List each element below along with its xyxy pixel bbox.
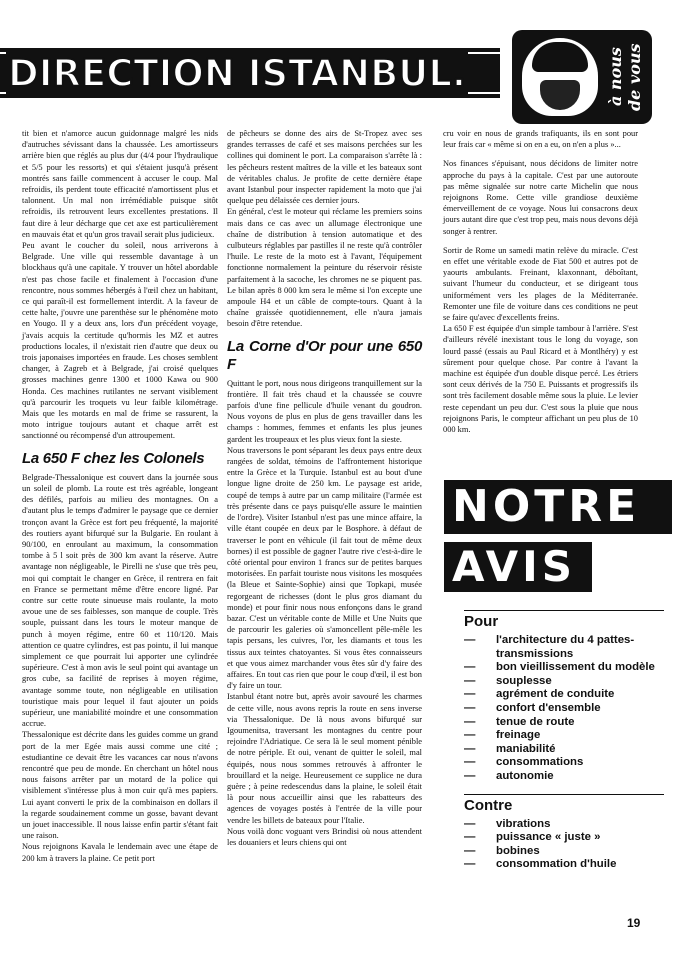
headline: DIRECTION ISTANBUL. xyxy=(8,52,466,95)
paragraph: de pêcheurs se donne des airs de St-Tropez avec ses grandes terrasses de café et ses maisons perchées sur les collines qui dominent le port. La comparaison s'arrête là : les pêcheurs restent maîtres de la ville et les bateaux sont de véritables chalus. Je profite de cette dernière étape avant Istanbul pour inspecter rapidement la moto que j'ai quelque peu délaissée ces dernier jours. xyxy=(227,129,422,206)
paragraph: tit bien et n'amorce aucun guidonnage malgré les nids d'autruches sévissant dans la chaussée. Les amortisseurs arrière bien que réglés au plus dur (4/4 pour l'hydraulique et 5/5 pour les ressorts) et qui s'étaient jusqu'à présent montrés sans faille commencent à accuser le coup. Mal refroidis, ils perdent toute efficacité n'amortissent plus et talonnent. Un mal non irrémédiable puisque sitôt refroidis, ils retrouvent leurs excellentes prestations. Il faut dire à leur décharge que cet axe est particulièrement en mauvais état et qu'un gros travail serait plus judicieux. xyxy=(22,129,218,239)
list-item: — bon vieillissement du modèle xyxy=(464,661,664,675)
list-item: — vibrations xyxy=(464,818,664,832)
paragraph: Sortir de Rome un samedi matin relève du miracle. C'est en effet une véritable exode de Fiat 500 et autres pot de yaourts ambulants. Freinant, klaxonnant, déboîtant, suivant l'humeur du conducteur, et se dirigeant tous uniformément vers les plages de la Méditerranée. Remonter une file de voiture dans ces conditions ne peut se faire qu'avec d'excellents freins. xyxy=(443,245,638,323)
logo-text: à nous de vous xyxy=(606,43,644,111)
paragraph: Istanbul étant notre but, après avoir savouré les charmes de cette ville, nous avons repris la route en sens inverse via Thessalonique. De là nous avons bifurqué sur Igoumenitsa, traversant les montagnes du centre pour rejoindre l'Adriatique. Ce sera là le seul moment pénible de notre périple. Et oui, venant de quitter le soleil, mal équipés, nous nous sommes retrouvés à affronter le brouillard et la neige. Heureusement ce supplice ne dura guère ; à peine redescendus dans la plaine, le soleil était là pour nous accueillir ainsi que les rabatteurs des agences de voyages postés à l'entrée de la ville pour vendre les billets de bateaux pour l'Italie. xyxy=(227,692,422,825)
paragraph: Peu avant le coucher du soleil, nous arriverons à Belgrade. Une ville qui ressemble davantage à un blockhaus qu'à une capitale. Y trouver un hôtel abordable n'est pas chose facile et finalement à l'occasion d'une rencontre, nous sommes hébergés à l'œil chez un habitant, ce qui paraît-il est formellement interdit. A la faveur de cette halte, j'ouvre une parenthèse sur le phénomène moto en Yougo. Il y a deux ans, lors d'un précédent voyage, j'avais acquis la certitude qu'hormis les MZ et autres productions locales, il n'existait rien d'autre que deux ou trois japonaises importées en fraude. Les choses semblent changer, à Zagreb et à Belgrade, j'ai croisé quelques grosses machines genre 1300 et 1000 Kawa ou 900 Honda. Ces machines rutilantes ne servant visiblement qu'à parcourir les troquets vu leur faible kilométrage. Mais que les motards en mal de frime se rassurent, la moto intrigue toujours autant et chaque arrêt est sanctionné ou récompensé d'un attroupement. xyxy=(22,241,218,441)
list-item: — souplesse xyxy=(464,675,664,689)
paragraph: Thessalonique est décrite dans les guides comme un grand port de la mer Egée mais aussi comme une cité ; estudiantine ce devait être les vacances car nous n'avons rencontré que peu de monde. En cherchant un hôtel nous nous faisons arrêter par un motard de la police qui visiblement s'intéresse plus à mon cuir qu'à mes papiers. Lui ayant converti le prix de la combinaison en dollars il la regarde soudainement comme un gosse, bavant devant un jouet inaccessible. Il nous laisse enfin partir s'étant fait une raison. xyxy=(22,730,218,841)
list-item: — confort d'ensemble xyxy=(464,702,664,716)
column-logo xyxy=(512,30,652,124)
list-item: — freinage xyxy=(464,729,664,743)
paragraph: Nous traversons le pont séparant les deux pays entre deux rangées de soldat, témoins de l'affrontement historique entre la Grèce et la Turquie. Istanbul est au bout d'une longue ligne droite de 250 km. Le paysage est aride, coupé de temps à autre par un camp militaire (l'armée est très présente dans ce pays puisqu'elle assure le maintien de l'ordre). Visiter Istanbul n'est pas une mince affaire, la ville étant coupée en deux par le Bosphore. à défaut de traverser le pont en véhicule (il fait tout de même deux bornes) il est possible de gagner l'autre rive c'est-à-dire le côté oriental pour environ 1 francs sur de petites barques motorisées. En parfait touriste nous visitons les mosquées (la Bleue et Sainte-Sophie) ainsi que Topkapi, musée regorgeant de richesses (dont le plus gros diamant du monde) et pour finir nous nous enfonçons dans le grand bazar. C'est un véritable conte de Mille et Une Nuits que de parcourir les galeries où s'amoncellent pêle-mêle les tapis persans, les cuivres, l'or, les diamants et tous les tissus aux teintes chatoyantes. Si vous êtes connaisseurs et que vous aimez marchander vous êtes sûr d'y faire des affaires. En tout cas rien que pour le coup d'œil, il est bon d'y faire un tour. xyxy=(227,445,422,691)
list-item: — maniabilité xyxy=(464,743,664,757)
verdict-title-avis: AVIS xyxy=(444,542,592,592)
list-item: — bobines xyxy=(464,845,664,859)
list-item: — puissance « juste » xyxy=(464,831,664,845)
paragraph: Belgrade-Thessalonique est couvert dans la journée sous un soleil de plomb. La route est très agréable, longeant des défilés, parfois au milieu des montagnes. On a d'autant plus le temps d'admirer le paysage que ce dernier tronçon avant la Grèce est fort peu fréquenté, la majorité des routiers ayant bifurqué sur la Bulgarie. En roulant à 90/100, en enroulant au maximum, la consommation tombe à 5 l soit près de 300 km avant la réserve. Autre avantage non négligeable, le Pirelli ne s'use que très peu, moi qui comptait le changer en Grèce, il rentrera en fait en France se permettant même d'être encore ligné. Par contre sur cette route sinueuse mais roulante, la moto avoue une de ses faiblesses, son manque de couple. Très souple, puissant dans les tours le moteur manque de punch à moyen régime, entre 60 et 110/120. Mais attention ce quatre cylindres, est pas pointu, il lui manque simplement ce que pourrait lui apporter une cylindrée supérieure. C'est à mon avis le seul point qui avantage un gros cube, sa facilité de reprises à moyen régime, avantage somme toute, non négligeable en utilisation touristique mais pour lequel il faut ajouter un poids supérieur, une maniabilité moindre et une consommation accrue. xyxy=(22,472,218,729)
list-item: — tenue de route xyxy=(464,716,664,730)
page-number: 19 xyxy=(627,916,641,930)
pour-list xyxy=(464,634,664,784)
list-item: — consommations xyxy=(464,756,664,770)
verdict-title-notre: NOTRE xyxy=(444,480,672,534)
section-heading: La 650 F chez les Colonels xyxy=(22,449,205,467)
paragraph: En général, c'est le moteur qui réclame les premiers soins mais dans ce cas avec un allumage électronique une chaîne de distribution à tension automatique et des culbuteurs réglables par pastilles il ne reste qu'à contrôler l'huile. Le reste de la moto est à l'avant, l'équipement fonctionne normalement la peinture du réservoir résiste parfaitement à la sacoche, les chromes ne se piquent pas. Le bilan après 8 000 km sera le même si l'on excepte une ampoule H4 et un câble de compte-tours. Quant à la chaîne graissée quotidiennement, elle n'aura jamais besoin d'être retendue. xyxy=(227,207,422,329)
article-column-3 xyxy=(443,128,638,435)
paragraph: Quittant le port, nous nous dirigeons tranquillement sur la frontière. Il fait très chaud et la chaussée se couvre parfois d'une fine pellicule d'huile venant du goudron. Nous voyons de plus en plus de gens travailler dans les champs : hommes, femmes et enfants les plus jeunes gardent les troupeaux et les plus vieux font la sieste. xyxy=(227,378,422,444)
list-item: — consommation d'huile xyxy=(464,858,664,872)
article-column-1 xyxy=(22,128,218,864)
paragraph: Nous rejoignons Kavala le lendemain avec une étape de 200 km à travers la plaine. Ce petit port xyxy=(22,842,218,863)
list-item: — l'architecture du 4 pattes-transmissions xyxy=(464,634,664,661)
contre-list xyxy=(464,818,664,872)
paragraph: Nous voilà donc voguant vers Brindisi où nous attendent les douaniers et leurs chiens qui ont xyxy=(227,826,422,847)
paragraph: La 650 F est équipée d'un simple tambour à l'arrière. S'est d'ailleurs révélé inexistant tous le long du voyage, son lourd passé (essais au Paul Ricard et à Montlhéry) y est sûrement pour quelque chose. Par contre à l'avant la machine est équipée d'un double disque percé. Les étriers sont ceux dérivés de la 750 E. Puissants et progressifs ils sont très facilement dosable même sous la pluie. Le levier reste cependant un peu dur. C'est sous la pluie que nous rejoignons Paris, le compteur affichant un peu plus de 10 000 km. xyxy=(443,324,638,435)
paragraph: Nos finances s'épuisant, nous décidons de limiter notre approche du pays à la capitale. C'est par une autoroute pas même signalée sur notre carte Michelin que nous rejoignons Rome. Cette ville grandiose deuxième émerveillement de ce voyage. Nous lui consacrons deux jours autant dire que c'est trop peu, mais nous devons déjà songer à rentrer. xyxy=(443,159,638,236)
paragraph: cru voir en nous de grands trafiquants, ils en sont pour leur frais car « même si on en a eu, on n'en a plus »... xyxy=(443,129,638,150)
verdict-list xyxy=(464,610,664,872)
article-column-2 xyxy=(227,128,422,848)
portrait-icon xyxy=(522,38,598,116)
section-heading: La Corne d'Or pour une 650 F xyxy=(227,337,422,373)
pour-heading: Pour xyxy=(464,610,664,630)
list-item: — autonomie xyxy=(464,770,664,784)
contre-heading: Contre xyxy=(464,794,664,814)
list-item: — agrément de conduite xyxy=(464,688,664,702)
